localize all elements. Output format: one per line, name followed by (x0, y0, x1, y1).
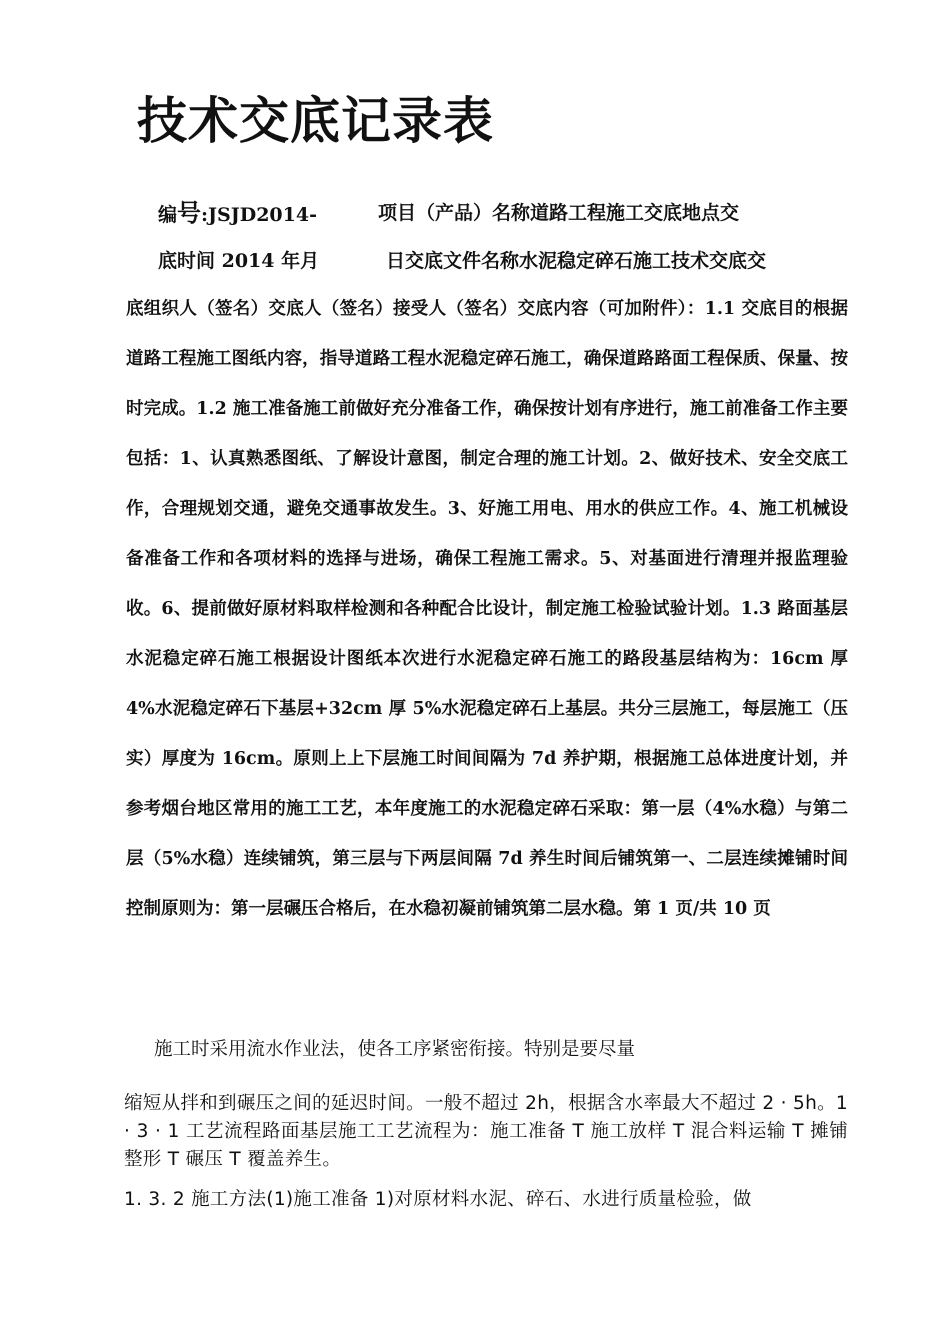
paragraph-3: 缩短从拌和到碾压之间的延迟时间。一般不超过 2h，根据含水率最大不超过 2 · 5h。1 · 3 · 1 工艺流程路面基层施工工艺流程为：施工准备 T 施工放样 T 混合料运输 T 摊铺整形 T 碾压 T 覆盖养生。 (124, 1093, 848, 1170)
date-line: 底时间 2014 年月 (158, 250, 320, 272)
document-number (158, 200, 317, 228)
number-label: 编 (158, 204, 178, 226)
number-label-big: 号 (177, 198, 202, 227)
body-paragraph: 底组织人（签名）交底人（签名）接受人（签名）交底内容（可加附件）：1.1 交底目的根据道路工程施工图纸内容，指导道路工程水泥稳定碎石施工，确保道路路面工程保质、保量、按时完成。1.2 施工准备施工前做好充分准备工作，确保按计划有序进行，施工前准备工作主要包括：1、认真熟悉图纸、了解设计意图，制定合理的施工计划。2、做好技术、安全交底工作，合理规划交通，避免交通事故发生。3、好施工用电、用水的供应工作。4、施工机械设备准备工作和各项材料的选择与进场，确保工程施工需求。5、对基面进行清理并报监理验收。6、提前做好原材料取样检测和各种配合比设计，制定施工检验试验计划。1.3 路面基层水泥稳定碎石施工根据设计图纸本次进行水泥稳定碎石施工的路段基层结构为：16cm 厚 4%水泥稳定碎石下基层+32cm 厚 5%水泥稳定碎石上基层。共分三层施工，每层施工（压实）厚度为 16cm。原则上上下层施工时间间隔为 7d 养护期，根据施工总体进度计划，并参考烟台地区常用的施工工艺，本年度施工的水泥稳定碎石采取：第一层（4%水稳）与第二层（5%水稳）连续铺筑，第三层与下两层间隔 7d 养生时间后铺筑第一、二层连续摊铺时间控制原则为：第一层碾压合格后，在水稳初凝前铺筑第二层水稳。第 1 页/共 10 页 (126, 299, 848, 919)
paragraph-4: 1. 3. 2 施工方法(1)施工准备 1)对原材料水泥、碎石、水进行质量检验，做 (124, 1189, 752, 1210)
file-name-line: 日交底文件名称水泥稳定碎石施工技术交底交 (386, 250, 767, 272)
number-value: :JSJD2014- (201, 204, 317, 226)
paragraph-2: 施工时采用流水作业法，使各工序紧密衔接。特别是要尽量 (154, 1039, 636, 1060)
project-name-line: 项目（产品）名称道路工程施工交底地点交 (378, 202, 740, 224)
page-title: 技术交底记录表 (137, 92, 494, 150)
